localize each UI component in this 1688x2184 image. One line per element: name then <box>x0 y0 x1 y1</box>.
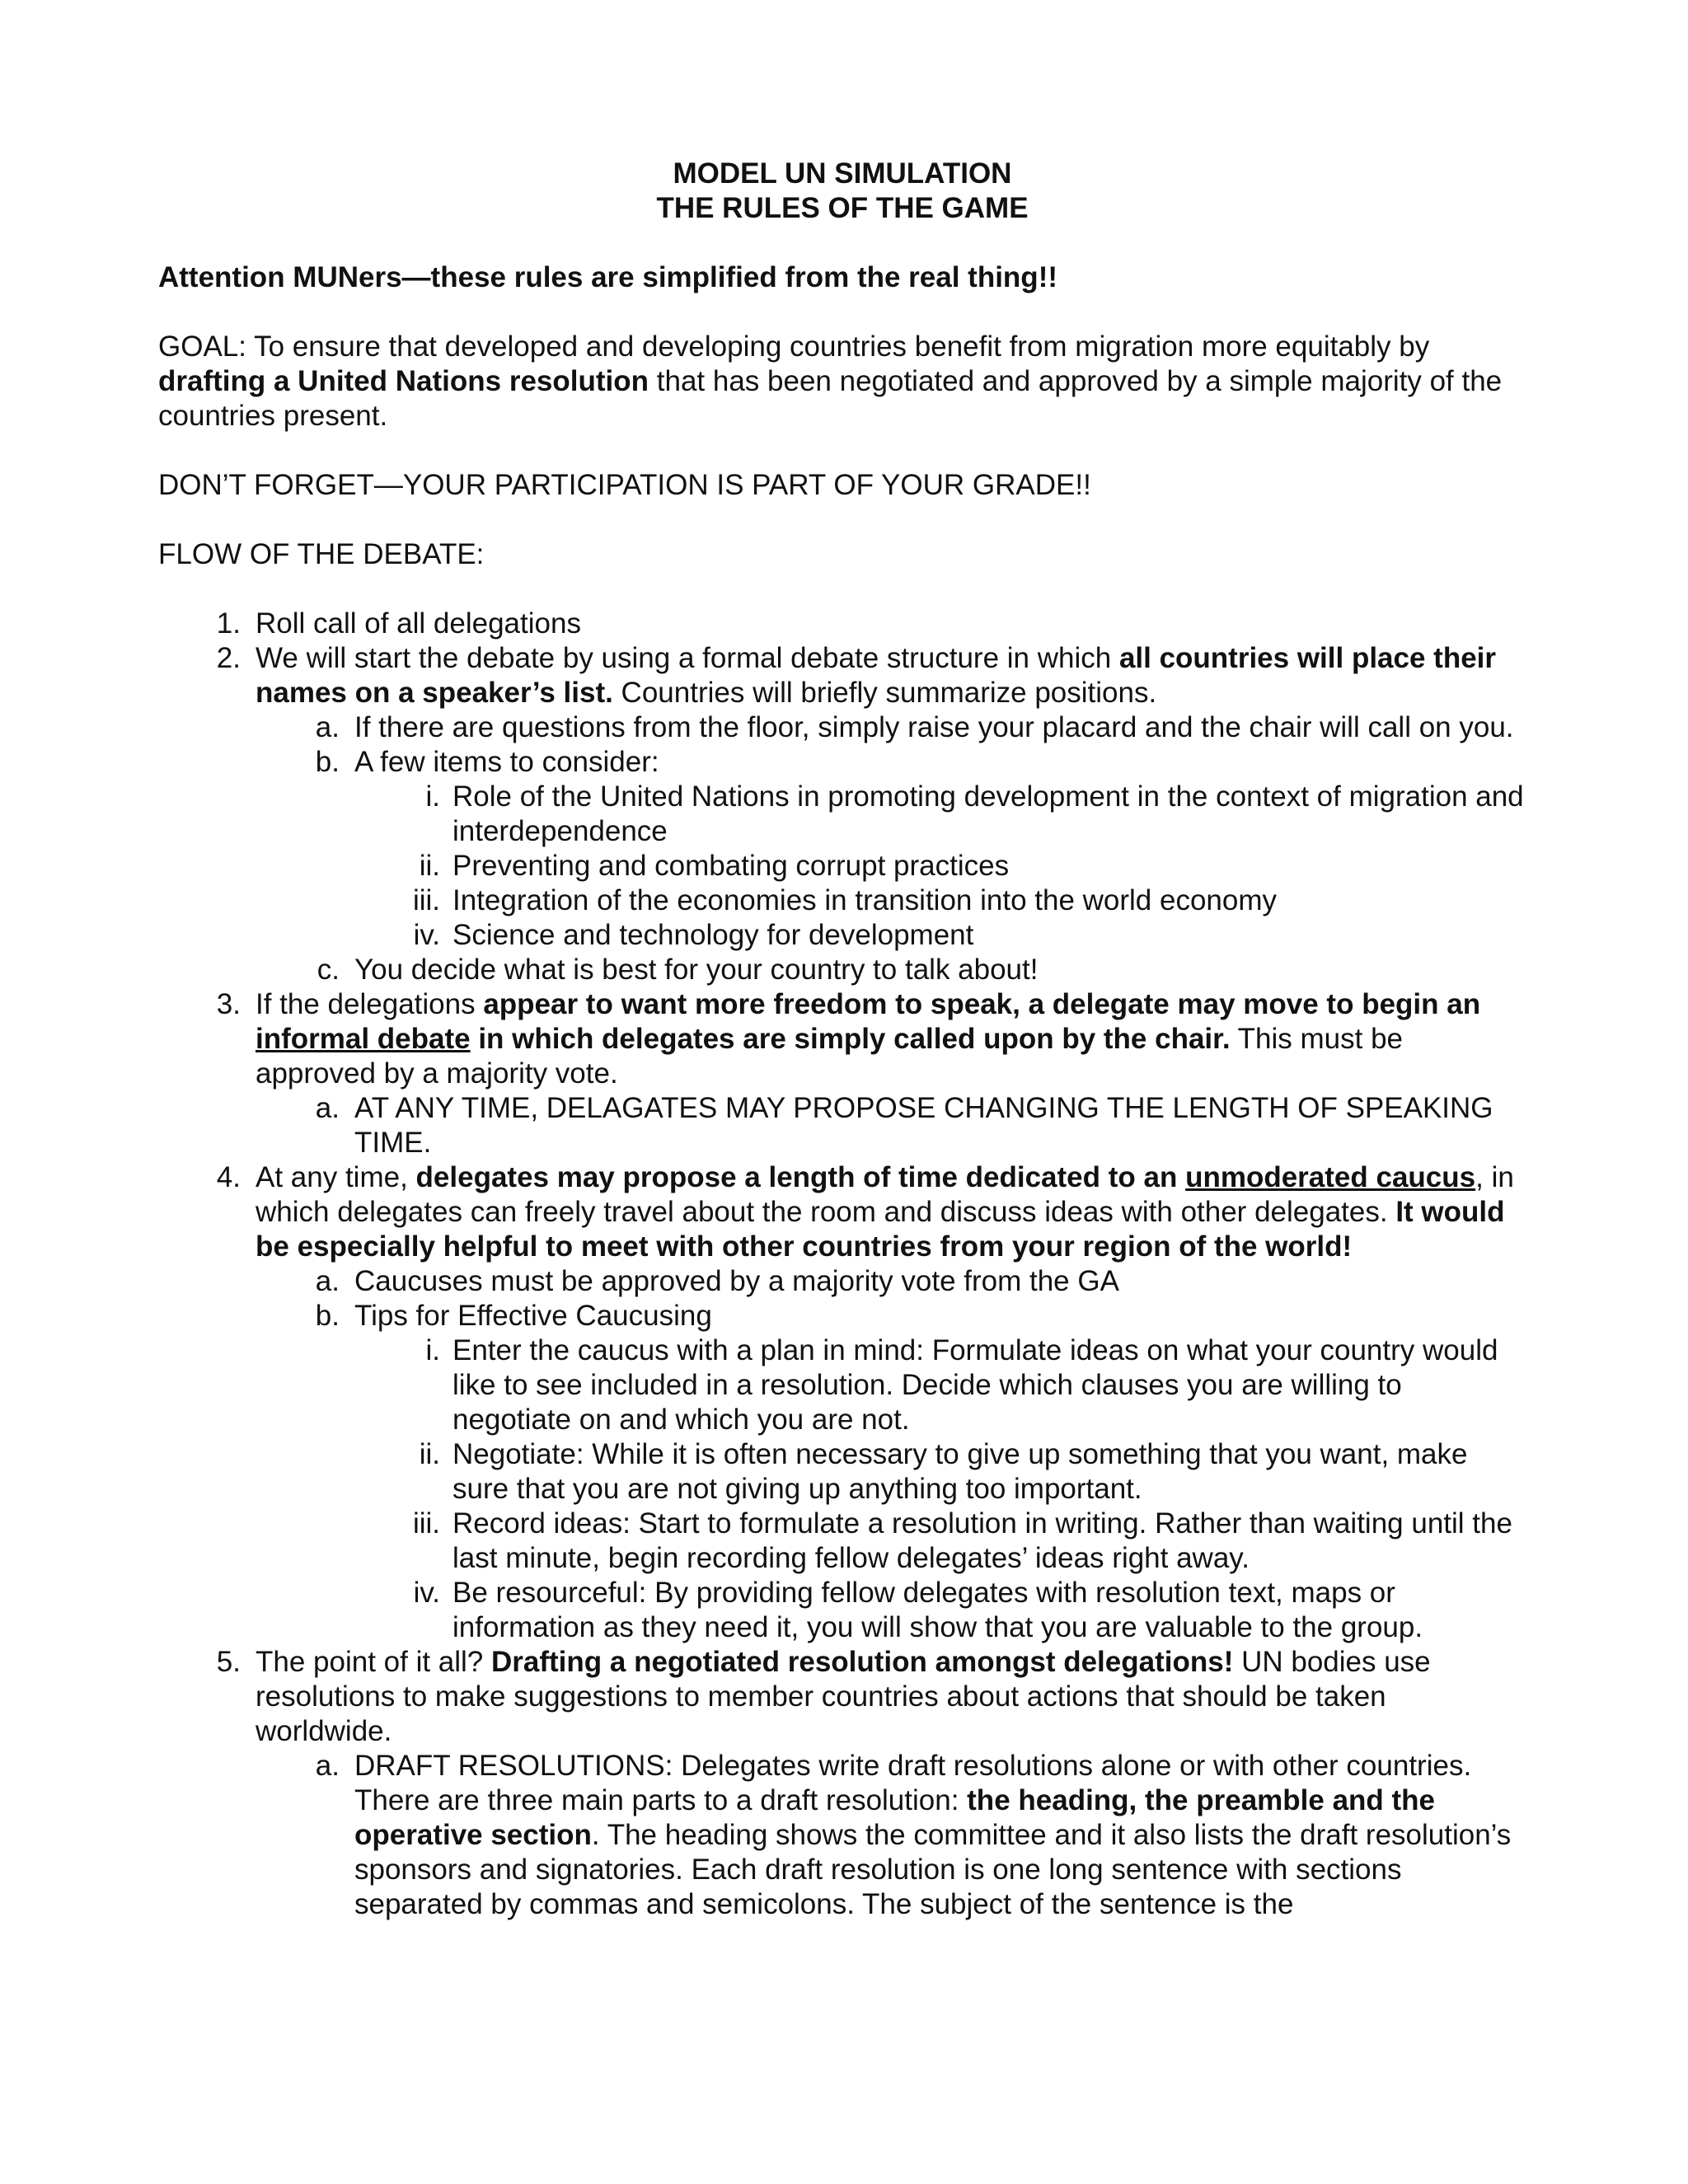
list-item-5a: a. DRAFT RESOLUTIONS: Delegates write draft resolutions alone or with other countries. There are three main parts to a draft resolution: the heading, the preamble and the operative section. The heading shows the committee and it also lists the draft resolution’s sponsors and signatories. Each draft resolution is one long sentence with sections separated by commas and semicolons. The subject of the sentence is the <box>158 1749 1526 1922</box>
list-marker: b. <box>315 1300 340 1332</box>
list-marker: a. <box>315 1750 340 1782</box>
list-marker: b. <box>315 746 340 778</box>
list-marker: 3. <box>216 988 241 1020</box>
list-marker: a. <box>315 1092 340 1124</box>
list-marker: i. <box>425 780 440 813</box>
list-marker: 5. <box>216 1646 241 1678</box>
document-page <box>158 157 1526 1922</box>
list-marker: 4. <box>216 1161 241 1193</box>
list-marker: a. <box>315 711 340 743</box>
list-marker: iv. <box>413 1577 440 1609</box>
list-marker: iii. <box>412 884 440 916</box>
list-item-4b: b. Tips for Effective Caucusing <box>158 1299 1526 1333</box>
list-item-2b-ii: ii. Preventing and combating corrupt practices <box>158 849 1526 883</box>
list-marker: 2. <box>216 642 241 674</box>
list-item-4b-iii: iii. Record ideas: Start to formulate a resolution in writing. Rather than waiting until the last minute, begin recording fellow delegates’ ideas right away. <box>158 1507 1526 1576</box>
list-item-2a: a. If there are questions from the floor, simply raise your placard and the chair will call on you. <box>158 710 1526 745</box>
list-marker: iv. <box>413 919 440 951</box>
list-marker: a. <box>315 1265 340 1297</box>
list-item-2b-iii: iii. Integration of the economies in transition into the world economy <box>158 883 1526 918</box>
list-item-1: 1. Roll call of all delegations <box>158 607 1526 641</box>
title-line-2: THE RULES OF THE GAME <box>656 192 1029 224</box>
list-item-2b-i: i. Role of the United Nations in promoting development in the context of migration and interdependence <box>158 780 1526 849</box>
list-item-4: 4. At any time, delegates may propose a length of time dedicated to an unmoderated caucus, in which delegates can freely travel about the room and discuss ideas with other delegates. It would be especially helpful to meet with other countries from your region of the world! <box>158 1160 1526 1264</box>
list-item-2b: b. A few items to consider: <box>158 745 1526 780</box>
list-marker: i. <box>425 1334 440 1366</box>
list-item-2b-iv: iv. Science and technology for development <box>158 918 1526 953</box>
list-item-2c: c. You decide what is best for your country to talk about! <box>158 953 1526 987</box>
list-item-2: 2. We will start the debate by using a formal debate structure in which all countries will place their names on a speaker’s list. Countries will briefly summarize positions. <box>158 641 1526 710</box>
title-line-1: MODEL UN SIMULATION <box>673 157 1012 190</box>
list-item-3: 3. If the delegations appear to want more freedom to speak, a delegate may move to begin an informal debate in which delegates are simply called upon by the chair. This must be approved by a majority vote. <box>158 987 1526 1091</box>
list-item-4b-i: i. Enter the caucus with a plan in mind: Formulate ideas on what your country would like to see included in a resolution. Decide which clauses you are willing to negotiate on and which you are not. <box>158 1333 1526 1437</box>
list-marker: ii. <box>419 850 440 882</box>
participation-reminder: DON’T FORGET—YOUR PARTICIPATION IS PART OF YOUR GRADE!! <box>158 469 1091 501</box>
list-marker: ii. <box>419 1438 440 1470</box>
list-item-3a: a. AT ANY TIME, DELAGATES MAY PROPOSE CHANGING THE LENGTH OF SPEAKING TIME. <box>158 1091 1526 1160</box>
flow-heading: FLOW OF THE DEBATE: <box>158 538 485 570</box>
list-marker: c. <box>316 954 340 986</box>
list-marker: 1. <box>216 607 241 640</box>
goal-paragraph: GOAL: To ensure that developed and developing countries benefit from migration more equitably by drafting a United Nations resolution that has been negotiated and approved by a simple majority of the countries present. <box>158 330 1503 432</box>
list-item-4a: a. Caucuses must be approved by a majority vote from the GA <box>158 1264 1526 1299</box>
attention-note: Attention MUNers—these rules are simplified from the real thing!! <box>158 261 1057 293</box>
list-marker: iii. <box>412 1507 440 1540</box>
list-item-4b-ii: ii. Negotiate: While it is often necessary to give up something that you want, make sure that you are not giving up anything too important. <box>158 1437 1526 1507</box>
list-item-4b-iv: iv. Be resourceful: By providing fellow delegates with resolution text, maps or information as they need it, you will show that you are valuable to the group. <box>158 1576 1526 1645</box>
list-item-5: 5. The point of it all? Drafting a negotiated resolution amongst delegations! UN bodies use resolutions to make suggestions to member countries about actions that should be taken worldwide. <box>158 1645 1526 1749</box>
